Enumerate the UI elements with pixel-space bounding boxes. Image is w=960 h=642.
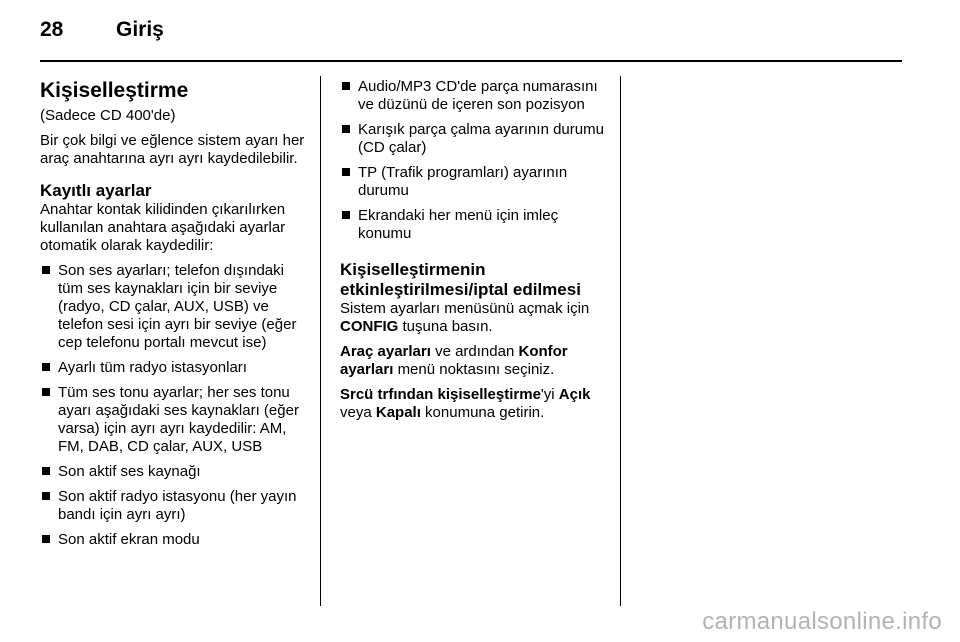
- driver-personalization-label: Srcü trfından kişiselleştirme: [340, 386, 541, 403]
- square-bullet-icon: [342, 168, 350, 176]
- list-item-text: Son aktif ekran modu: [58, 531, 200, 548]
- menu-instruction: [340, 343, 612, 379]
- instruction-text: 'yi: [540, 386, 555, 403]
- instruction-text: veya: [340, 404, 372, 421]
- square-bullet-icon: [42, 363, 50, 371]
- subsection-heading: Kayıtlı ayarlar: [40, 181, 152, 200]
- left-column: [40, 78, 312, 556]
- square-bullet-icon: [42, 388, 50, 396]
- list-item-text: Ekrandaki her menü için imleç konumu: [358, 207, 559, 242]
- instruction-text: tuşuna basın.: [402, 318, 493, 335]
- saved-settings-list: [40, 262, 312, 549]
- on-option-label: Açık: [558, 386, 591, 403]
- section-heading: Kişiselleştirme: [40, 79, 189, 102]
- section-subtitle: (Sadece CD 400'de): [40, 107, 176, 124]
- column-divider-right: [620, 76, 621, 606]
- off-option-label: Kapalı: [375, 404, 421, 421]
- header-rule: [40, 60, 902, 62]
- square-bullet-icon: [342, 125, 350, 133]
- section-intro: Bir çok bilgi ve eğlence sistem ayarı her araç anahtarına ayrı ayrı kaydedilebilir.: [40, 132, 305, 167]
- list-item-text: Ayarlı tüm radyo istasyonları: [58, 359, 247, 376]
- subsection-intro: Anahtar kontak kilidinden çıkarılırken kullanılan anahtara aşağıdaki ayarlar otomatik olarak kaydedilir:: [40, 201, 286, 254]
- square-bullet-icon: [42, 467, 50, 475]
- list-item: [340, 121, 612, 157]
- list-item-text: Son aktif ses kaynağı: [58, 463, 201, 480]
- list-item-text: Tüm ses tonu ayarlar; her ses tonu ayarı aşağıdaki ses kaynakları (eğer varsa) için ayrı ayrı kaydedilir: AM, FM, DAB, CD çalar, AUX, USB: [58, 384, 299, 455]
- list-item: [40, 384, 312, 456]
- page-title: Giriş: [116, 18, 164, 41]
- toggle-instruction: [340, 386, 612, 422]
- vehicle-settings-label: Araç ayarları: [340, 343, 431, 360]
- config-button-label: CONFIG: [340, 318, 399, 335]
- list-item: [40, 359, 312, 377]
- list-item: [340, 78, 612, 114]
- activation-heading-line1: Kişiselleştirmenin: [340, 260, 486, 279]
- instruction-text: konumuna getirin.: [425, 404, 545, 421]
- saved-settings-list-continued: [340, 78, 612, 243]
- column-divider-left: [320, 76, 321, 606]
- list-item-text: TP (Trafik programları) ayarının durumu: [358, 164, 568, 199]
- square-bullet-icon: [42, 535, 50, 543]
- instruction-text: Sistem ayarları menüsünü açmak için: [340, 300, 590, 317]
- list-item-text: Audio/MP3 CD'de parça numarasını ve düzünü de içeren son pozisyon: [358, 78, 598, 113]
- square-bullet-icon: [42, 266, 50, 274]
- list-item: [40, 463, 312, 481]
- list-item: [340, 207, 612, 243]
- list-item: [340, 164, 612, 200]
- list-item: [40, 262, 312, 352]
- comfort-settings-label: Konfor ayarları: [340, 343, 568, 378]
- square-bullet-icon: [42, 492, 50, 500]
- square-bullet-icon: [342, 82, 350, 90]
- page-number: 28: [40, 18, 64, 41]
- list-item-text: Karışık parça çalma ayarının durumu (CD çalar): [358, 121, 604, 156]
- list-item-text: Son aktif radyo istasyonu (her yayın bandı için ayrı ayrı): [58, 488, 297, 523]
- instruction-text: ve ardından: [435, 343, 515, 360]
- square-bullet-icon: [342, 211, 350, 219]
- list-item: [40, 531, 312, 549]
- instruction-text: menü noktasını seçiniz.: [397, 361, 555, 378]
- config-instruction: [340, 300, 612, 336]
- list-item-text: Son ses ayarları; telefon dışındaki tüm ses kaynakları için bir seviye (radyo, CD çalar, AUX, USB) ve telefon sesi için ayrı bir seviye (eğer cep telefonu portalı mevcut ise): [58, 262, 297, 351]
- right-column: [340, 78, 612, 429]
- list-item: [40, 488, 312, 524]
- activation-heading: [340, 260, 612, 300]
- activation-heading-line2: etkinleştirilmesi/iptal edilmesi: [340, 280, 581, 299]
- watermark: carmanualsonline.info: [702, 608, 942, 635]
